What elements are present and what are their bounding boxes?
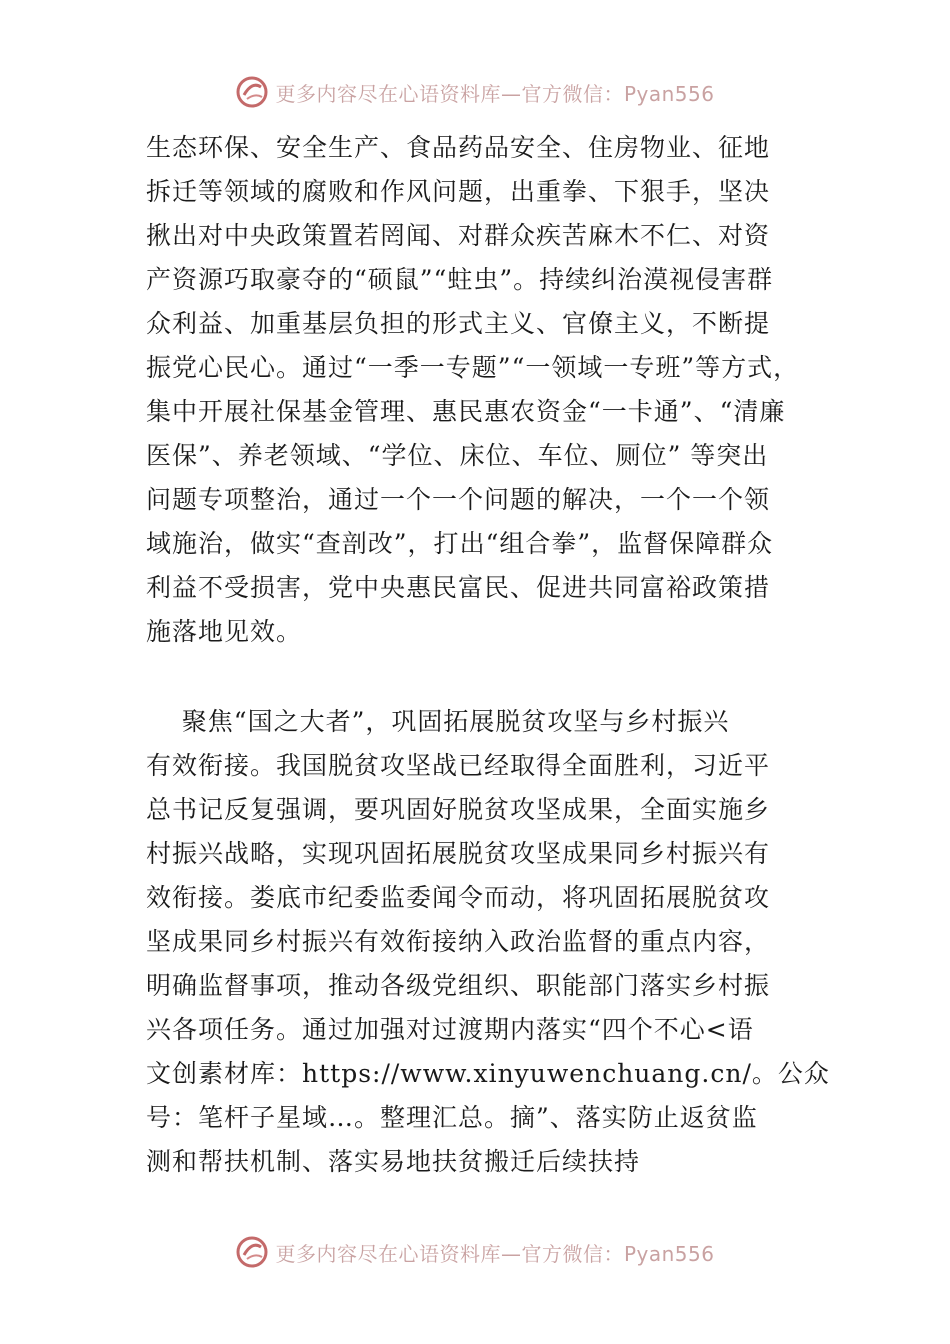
text-line: 总书记反复强调，要巩固好脱贫攻坚成果，全面实施乡 <box>146 795 771 824</box>
text-line: 测和帮扶机制、落实易地扶贫搬迁后续扶持 <box>146 1147 641 1176</box>
text-line: 聚焦“国之大者”，巩固拓展脱贫攻坚与乡村振兴 <box>146 707 730 736</box>
text-line: 集中开展社保基金管理、惠民惠农资金“一卡通”、“清廉 <box>146 397 786 426</box>
footer-banner-text: 更多内容尽在心语资料库—官方微信：Pyan556 <box>275 1241 715 1266</box>
footer-banner <box>0 1232 950 1272</box>
document-body <box>146 126 836 1184</box>
text-line: 振党心民心。通过“一季一专题”“一领域一专班”等方式， <box>146 353 800 382</box>
text-line: 施落地见效。 <box>146 617 303 646</box>
text-line: 坚成果同乡村振兴有效衔接纳入政治监督的重点内容， <box>146 927 771 956</box>
text-line: 拆迁等领域的腐败和作风问题，出重拳、下狠手，坚决 <box>146 177 771 206</box>
logo-icon <box>235 75 269 109</box>
text-line: 揪出对中央政策置若罔闻、对群众疾苦麻木不仁、对资 <box>146 221 771 250</box>
header-banner <box>0 72 950 112</box>
text-line: 号：笔杆子星域…。整理汇总。摘”、落实防止返贫监 <box>146 1103 758 1132</box>
paragraph-gap <box>146 654 836 700</box>
text-line: 效衔接。娄底市纪委监委闻令而动，将巩固拓展脱贫攻 <box>146 883 771 912</box>
text-line: 产资源巧取豪夺的“硕鼠”“蛀虫”。持续纠治漠视侵害群 <box>146 265 774 294</box>
text-line: 生态环保、安全生产、食品药品安全、住房物业、征地 <box>146 133 771 162</box>
logo-icon <box>235 1235 269 1269</box>
text-line: 利益不受损害，党中央惠民富民、促进共同富裕政策措 <box>146 573 771 602</box>
header-banner-text: 更多内容尽在心语资料库—官方微信：Pyan556 <box>275 81 715 106</box>
text-line: 兴各项任务。通过加强对过渡期内落实“四个不心<语 <box>146 1015 754 1044</box>
text-line: 有效衔接。我国脱贫攻坚战已经取得全面胜利，习近平 <box>146 751 771 780</box>
text-line: 众利益、加重基层负担的形式主义、官僚主义，不断提 <box>146 309 771 338</box>
paragraph-1 <box>146 126 836 654</box>
text-line: 域施治，做实“查剖改”，打出“组合拳”，监督保障群众 <box>146 529 774 558</box>
text-line: 文创素材库：https://www.xinyuwenchuang.cn/。公众 <box>146 1059 830 1088</box>
text-line: 问题专项整治，通过一个一个问题的解决，一个一个领 <box>146 485 771 514</box>
text-line: 村振兴战略，实现巩固拓展脱贫攻坚成果同乡村振兴有 <box>146 839 771 868</box>
paragraph-2 <box>146 700 836 1184</box>
text-line: 医保”、养老领域、“学位、床位、车位、厕位” 等突出 <box>146 441 769 470</box>
text-line: 明确监督事项，推动各级党组织、职能部门落实乡村振 <box>146 971 771 1000</box>
